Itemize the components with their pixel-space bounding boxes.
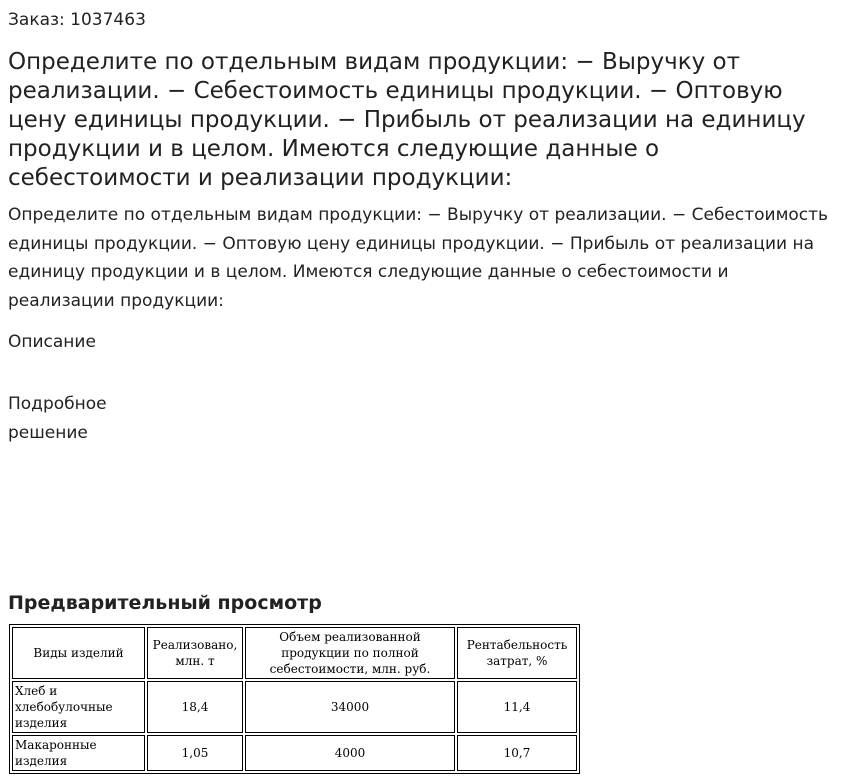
task-description: Определите по отдельным видам продукции: − Выручку от реализации. − Себестоимость единицы продукции. − Оптовую цену единицы продукции. − Прибыль от реализации на единицу продукции и в целом. Имеются следующие данные о себестоимости и реализации продукции: — [8, 205, 829, 311]
preview-table — [9, 624, 580, 774]
table-row — [12, 735, 577, 771]
task-title: Определите по отдельным видам продукции: − Выручку от реализации. − Себестоимость единицы продукции. − Оптовую цену единицы продукции. − Прибыль от реализации на единицу продукции и в целом. Имеются следующие данные о себестоимости и реализации продукции: — [8, 49, 806, 191]
order-number: Заказ: 1037463 — [8, 10, 146, 30]
header-profitability: Рентабельность затрат, % — [457, 627, 577, 679]
preview-title: Предварительный просмотр — [8, 592, 322, 614]
table-header-row — [12, 627, 577, 679]
description-label: Описание — [8, 332, 96, 352]
header-product-type: Виды изделий — [12, 627, 145, 679]
cell-profitability: 11,4 — [457, 681, 577, 733]
header-sold: Реализовано, млн. т — [147, 627, 243, 679]
solution-label: Подробное решение — [8, 394, 107, 443]
cell-sold: 18,4 — [147, 681, 243, 733]
cell-product-name: Макаронные изделия — [12, 735, 145, 771]
cell-product-name: Хлеб и хлебобулочные изделия — [12, 681, 145, 733]
cell-volume-cost: 34000 — [245, 681, 455, 733]
header-volume-cost: Объем реализованной продукции по полной себестоимости, млн. руб. — [245, 627, 455, 679]
cell-sold: 1,05 — [147, 735, 243, 771]
table-row — [12, 681, 577, 733]
cell-volume-cost: 4000 — [245, 735, 455, 771]
cell-profitability: 10,7 — [457, 735, 577, 771]
